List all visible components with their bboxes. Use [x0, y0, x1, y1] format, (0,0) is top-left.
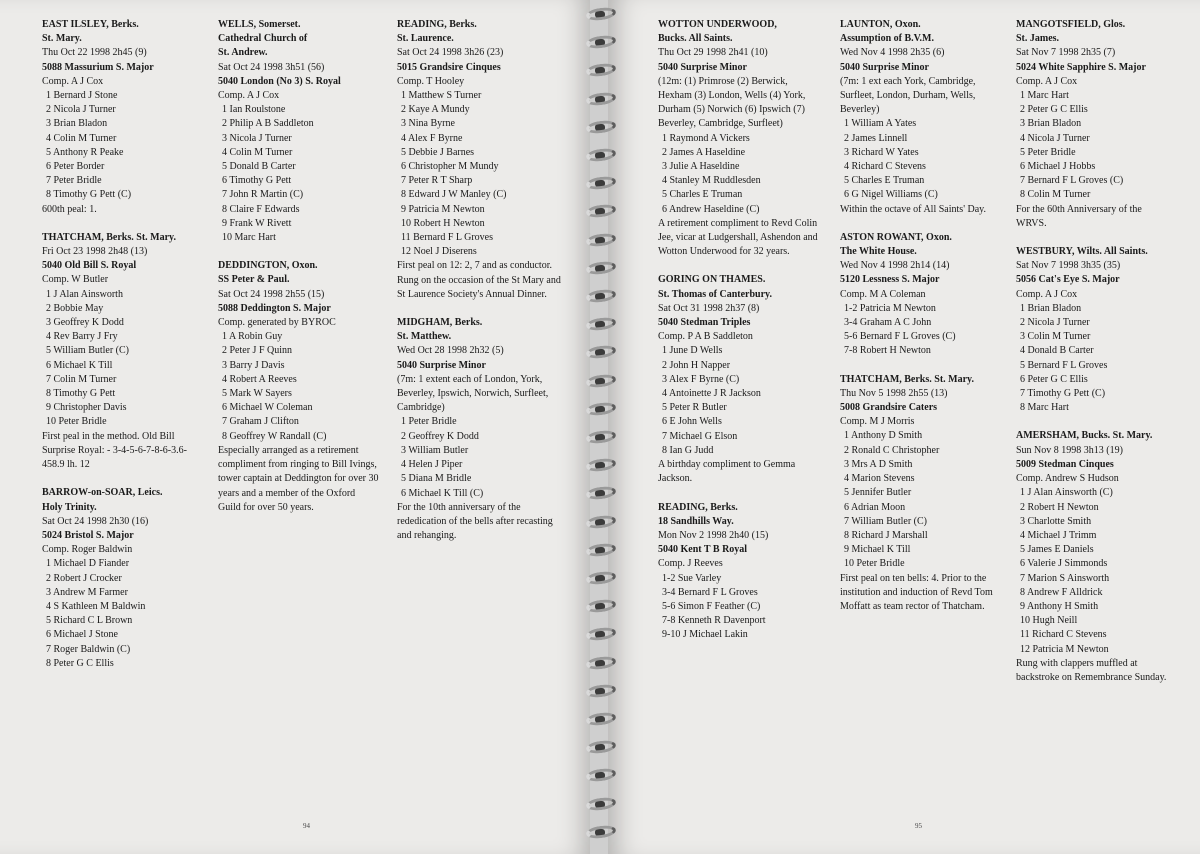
peal-footnote: A retirement compliment to Revd Colin Jee, vicar at Ludgershall, Ashendon and Wotton Underwood for 32 years. — [658, 217, 818, 258]
ringer-name: 4 Antoinette J R Jackson — [662, 388, 761, 400]
composition: Comp. A J Cox — [1016, 75, 1078, 87]
tower-heading: DEDDINGTON, Oxon. — [218, 260, 318, 272]
ringer-name: 8 Colin M Turner — [1020, 189, 1091, 201]
peal-date: Wed Nov 4 1998 2h14 (14) — [840, 260, 950, 272]
peal-footnote: Within the octave of All Saints' Day. — [840, 203, 987, 215]
ringer-name: 5 Peter Bridle — [1020, 146, 1076, 158]
ringer-name: 3 William Butler — [401, 444, 469, 456]
tower-heading: LAUNTON, Oxon. — [840, 19, 921, 30]
peal-method: 5120 Lessness S. Major — [840, 274, 940, 286]
ringer-name: 1 Peter Bridle — [401, 416, 457, 428]
tower-heading: THATCHAM, Berks. St. Mary. — [840, 373, 974, 385]
column-1 — [42, 18, 190, 685]
peal-date: Sat Nov 7 1998 2h35 (7) — [1016, 47, 1116, 59]
ringer-name: 3 Colin M Turner — [1020, 331, 1091, 343]
peal-footnote: Especially arranged as a retirement compliment from ringing to Bill Ivings, tower captain at Deddington for over 30 years and a member of the Oxford Guild for over 50 years. — [218, 444, 379, 513]
ringer-name: 2 Geoffrey K Dodd — [401, 430, 479, 442]
tower-heading: AMERSHAM, Bucks. St. Mary. — [1016, 430, 1153, 442]
peal-method: 5040 Stedman Triples — [658, 317, 751, 329]
ringer-name: 4 Nicola J Turner — [1020, 132, 1090, 144]
peal-date: Thu Oct 29 1998 2h41 (10) — [658, 47, 768, 59]
composition: Comp. M J Morris — [840, 416, 915, 428]
ringer-name: 8 Timothy G Pett (C) — [46, 189, 132, 201]
ringer-name: 1 Michael D Fiander — [46, 558, 130, 570]
ringer-name: 1 Marc Hart — [1020, 90, 1069, 102]
tower-heading: ASTON ROWANT, Oxon. — [840, 231, 952, 243]
composition: Comp. A J Cox — [1016, 288, 1078, 300]
ringer-name: 1 Anthony D Smith — [844, 430, 923, 442]
peal-record — [42, 18, 190, 217]
ringer-name: 5 Donald B Carter — [222, 161, 296, 173]
ringer-name: 2 Robert J Crocker — [46, 572, 122, 584]
peal-footnote: Rung with clappers muffled at backstroke on Remembrance Sunday. — [1016, 657, 1167, 683]
peal-method: 5024 White Sapphire S. Major — [1016, 61, 1146, 73]
ringer-name: 1 Matthew S Turner — [401, 90, 482, 102]
tower-heading: EAST ILSLEY, Berks. — [42, 19, 139, 30]
peal-date: Thu Nov 5 1998 2h55 (13) — [840, 387, 948, 399]
peal-method: 5024 Bristol S. Major — [42, 529, 134, 541]
ringer-name: 3 Alex F Byrne (C) — [662, 373, 740, 385]
ringer-name: 1 Raymond A Vickers — [662, 132, 750, 144]
ringer-name: 5 Peter R Butler — [662, 402, 727, 414]
tower-heading: WELLS, Somerset. — [218, 19, 301, 30]
ringer-name: 4 Rev Barry J Fry — [46, 331, 118, 343]
peal-record — [42, 486, 190, 671]
peal-record — [1016, 18, 1174, 231]
tower-heading: WOTTON UNDERWOOD, — [658, 19, 777, 30]
peal-method: 5015 Grandsire Cinques — [397, 61, 501, 73]
ringer-name: 4 S Kathleen M Baldwin — [46, 600, 146, 612]
ringer-name: 10 Peter Bridle — [844, 558, 905, 570]
peal-record — [658, 18, 818, 259]
ringer-name: 7 Timothy G Pett (C) — [1020, 388, 1106, 400]
ringer-name: 8 Andrew F Alldrick — [1020, 586, 1103, 598]
ringer-name: 2 James Linnell — [844, 132, 908, 144]
peal-date: Mon Nov 2 1998 2h40 (15) — [658, 529, 769, 541]
ringer-name: 6 Peter Border — [46, 161, 105, 173]
ringer-name: 2 Robert H Newton — [1020, 501, 1099, 513]
column-4 — [658, 18, 818, 657]
composition: (7m: 1 extent each of London, York, Beverley, Ipswich, Norwich, Surfleet, Cambridge) — [397, 373, 549, 414]
ringer-name: 8 Claire F Edwards — [222, 203, 300, 215]
composition: Comp. T Hooley — [397, 75, 465, 87]
ringer-name: 5 Richard C L Brown — [46, 615, 133, 627]
tower-heading: MIDGHAM, Berks. — [397, 317, 483, 329]
column-5 — [840, 18, 1006, 628]
peal-method: 5009 Stedman Cinques — [1016, 458, 1114, 470]
ringer-name: 7-8 Robert H Newton — [844, 345, 931, 357]
peal-date: Thu Oct 22 1998 2h45 (9) — [42, 47, 147, 59]
ringer-name: 8 Timothy G Pett — [46, 388, 116, 400]
ringer-name: 10 Robert H Newton — [401, 217, 485, 229]
ringer-name: 4 Donald B Carter — [1020, 345, 1094, 357]
composition: Comp. P A B Saddleton — [658, 331, 753, 343]
ringer-name: 7 Peter R T Sharp — [401, 175, 473, 187]
ringer-name: 8 Peter G C Ellis — [46, 657, 114, 669]
ringer-name: 6 Michael W Coleman — [222, 402, 313, 414]
ringer-name: 6 Michael K Till — [46, 359, 113, 371]
tower-heading: MANGOTSFIELD, Glos. — [1016, 19, 1126, 30]
peal-date: Sat Oct 24 1998 3h51 (56) — [218, 61, 325, 73]
peal-record — [658, 501, 818, 643]
tower-heading: Bucks. All Saints. — [658, 33, 733, 45]
ringer-name: 5 Jennifer Butler — [844, 487, 912, 499]
ringer-name: 3 Brian Bladon — [46, 118, 108, 130]
ringer-name: 3 Richard W Yates — [844, 146, 919, 158]
peal-method: 5040 Surprise Minor — [840, 61, 929, 73]
peal-date: Sat Nov 7 1998 3h35 (35) — [1016, 260, 1121, 272]
ringer-name: 2 Kaye A Mundy — [401, 104, 470, 116]
peal-record — [840, 373, 1006, 614]
ringer-name: 8 Geoffrey W Randall (C) — [222, 430, 327, 442]
ringer-name: 2 Peter G C Ellis — [1020, 104, 1088, 116]
page-number-left: 94 — [303, 822, 310, 830]
peal-record — [840, 18, 1006, 217]
composition: Comp. Roger Baldwin — [42, 544, 133, 556]
left-page — [0, 0, 592, 854]
composition: Comp. generated by BYROC — [218, 317, 336, 329]
ringer-name: 9 Anthony H Smith — [1020, 600, 1099, 612]
ringer-name: 1 A Robin Guy — [222, 331, 283, 343]
peal-date: Sat Oct 24 1998 3h26 (23) — [397, 47, 504, 59]
ringer-name: 1 William A Yates — [844, 118, 917, 130]
ringer-name: 2 John H Napper — [662, 359, 731, 371]
ringer-name: 7 Colin M Turner — [46, 373, 117, 385]
ringer-name: 7 Bernard F L Groves (C) — [1020, 175, 1124, 187]
ringer-name: 1 J Alan Ainsworth (C) — [1020, 487, 1113, 499]
ringer-name: 5-6 Simon F Feather (C) — [662, 600, 761, 612]
composition: (12m: (1) Primrose (2) Berwick, Hexham (3) London, Wells (4) York, Durham (5) Norwich (6) Ipswich (7) Beverley, Cambridge, Surfleet) — [658, 75, 806, 130]
composition: Comp. A J Cox — [218, 90, 280, 102]
ringer-name: 1 Brian Bladon — [1020, 302, 1082, 314]
peal-record — [1016, 429, 1174, 685]
ringer-name: 2 Philip A B Saddleton — [222, 118, 314, 130]
ringer-name: 6 Peter G C Ellis — [1020, 373, 1088, 385]
ringer-name: 3-4 Graham A C John — [844, 317, 932, 329]
peal-record — [397, 18, 562, 302]
peal-record — [1016, 245, 1174, 415]
peal-date: Wed Nov 4 1998 2h35 (6) — [840, 47, 945, 59]
composition: Comp. J Reeves — [658, 558, 723, 570]
ringer-name: 4 Robert A Reeves — [222, 373, 297, 385]
ringer-name: 6 Michael K Till (C) — [401, 487, 484, 499]
ringer-name: 2 Bobbie May — [46, 302, 104, 314]
ringer-name: 4 Michael J Trimm — [1020, 529, 1097, 541]
peal-method: 5040 Old Bill S. Royal — [42, 260, 137, 272]
ringer-name: 7 Marion S Ainsworth — [1020, 572, 1110, 584]
ringer-name: 3 Brian Bladon — [1020, 118, 1082, 130]
ringer-name: 4 Stanley M Ruddlesden — [662, 175, 761, 187]
peal-record — [840, 231, 1006, 359]
ringer-name: 1 Ian Roulstone — [222, 104, 286, 116]
ringer-name: 8 Ian G Judd — [662, 444, 714, 456]
tower-heading: St. Andrew. — [218, 47, 268, 59]
ringer-name: 7 Graham J Clifton — [222, 416, 299, 428]
column-6 — [1016, 18, 1174, 699]
ringer-name: 12 Patricia M Newton — [1020, 643, 1109, 655]
ringer-name: 3 Geoffrey K Dodd — [46, 317, 124, 329]
ringer-name: 1-2 Sue Varley — [662, 572, 722, 584]
ringer-name: 10 Hugh Neill — [1020, 615, 1078, 627]
ringer-name: 2 Ronald C Christopher — [844, 444, 940, 456]
ringer-name: 8 Richard J Marshall — [844, 529, 928, 541]
peal-footnote: For the 10th anniversary of the rededication of the bells after recasting and rehanging. — [397, 501, 553, 542]
peal-method: 5040 Kent T B Royal — [658, 544, 748, 556]
column-2 — [218, 18, 380, 529]
right-page — [608, 0, 1200, 854]
ringer-name: 2 James A Haseldine — [662, 146, 746, 158]
peal-date: Fri Oct 23 1998 2h48 (13) — [42, 246, 148, 258]
ringer-name: 8 Marc Hart — [1020, 402, 1069, 414]
ringer-name: 7 John R Martin (C) — [222, 189, 304, 201]
ringer-name: 7 Michael G Elson — [662, 430, 738, 442]
tower-heading: READING, Berks. — [658, 501, 738, 513]
ringer-name: 5 Charles E Truman — [844, 175, 925, 187]
peal-date: Wed Oct 28 1998 2h32 (5) — [397, 345, 504, 357]
ringer-name: 6 Valerie J Simmonds — [1020, 558, 1108, 570]
tower-heading: Assumption of B.V.M. — [840, 33, 934, 45]
peal-record — [218, 259, 380, 515]
ringer-name: 6 Adrian Moon — [844, 501, 906, 513]
peal-method: 5088 Massurium S. Major — [42, 61, 154, 73]
ringer-name: 1 Bernard J Stone — [46, 90, 118, 102]
ringer-name: 12 Noel J Diserens — [401, 246, 477, 258]
ringer-name: 5 William Butler (C) — [46, 345, 130, 357]
peal-footnote: First peal on ten bells: 4. Prior to the institution and induction of Revd Tom Moffatt as team rector of Thatcham. — [840, 572, 993, 612]
ringer-name: 11 Richard C Stevens — [1020, 629, 1107, 641]
ringer-name: 3-4 Bernard F L Groves — [662, 586, 758, 598]
ringer-name: 4 Richard C Stevens — [844, 161, 926, 173]
ringer-name: 5 Mark W Sayers — [222, 388, 292, 400]
tower-heading: GORING ON THAMES. — [658, 274, 766, 286]
ringer-name: 10 Peter Bridle — [46, 416, 107, 428]
ringer-name: 5 Charles E Truman — [662, 189, 743, 201]
peal-footnote: First peal in the method. Old Bill Surprise Royal: - 3-4-5-6-7-8-6-3.6-458.9 lh. 12 — [42, 430, 187, 471]
ringer-name: 3 Mrs A D Smith — [844, 458, 913, 470]
tower-heading: The White House. — [840, 246, 917, 258]
composition: Comp. M A Coleman — [840, 288, 926, 300]
tower-heading: St. Thomas of Canterbury. — [658, 288, 772, 300]
tower-heading: WESTBURY, Wilts. All Saints. — [1016, 246, 1148, 258]
ringer-name: 3 Nina Byrne — [401, 118, 455, 130]
composition: Comp. Andrew S Hudson — [1016, 473, 1119, 485]
ringer-name: 2 Peter J F Quinn — [222, 345, 292, 357]
composition: Comp. A J Cox — [42, 75, 104, 87]
peal-record — [218, 18, 380, 245]
peal-date: Sat Oct 31 1998 2h37 (8) — [658, 302, 760, 314]
ringer-name: 7-8 Kenneth R Davenport — [662, 615, 766, 627]
ringer-name: 3 Andrew M Farmer — [46, 586, 128, 598]
ringer-name: 5-6 Bernard F L Groves (C) — [844, 331, 956, 343]
ringer-name: 9 Michael K Till — [844, 544, 911, 556]
ringer-name: 3 Nicola J Turner — [222, 132, 292, 144]
ringer-name: 5 Anthony R Peake — [46, 146, 124, 158]
ringer-name: 6 Christopher M Mundy — [401, 161, 499, 173]
peal-method: 5040 Surprise Minor — [658, 61, 747, 73]
tower-heading: READING, Berks. — [397, 19, 477, 30]
ringer-name: 6 E John Wells — [662, 416, 722, 428]
ringer-name: 1 J Alan Ainsworth — [46, 288, 123, 300]
ringer-name: 3 Charlotte Smith — [1020, 515, 1092, 527]
ringer-name: 10 Marc Hart — [222, 232, 276, 244]
peal-method: 5040 Surprise Minor — [397, 359, 486, 371]
tower-heading: BARROW-on-SOAR, Leics. — [42, 487, 163, 499]
column-3 — [397, 18, 562, 557]
peal-footnote: A birthday compliment to Gemma Jackson. — [658, 459, 796, 485]
ringer-name: 4 Marion Stevens — [844, 473, 915, 485]
tower-heading: SS Peter & Paul. — [218, 274, 290, 286]
ringer-name: 6 Timothy G Pett — [222, 175, 292, 187]
ringer-name: 9 Frank W Rivett — [222, 217, 292, 229]
page-number-right: 95 — [915, 822, 922, 830]
ringer-name: 5 Diana M Bridle — [401, 473, 472, 485]
ringer-name: 4 Colin M Turner — [222, 146, 293, 158]
tower-heading: St. Mary. — [42, 33, 82, 45]
ringer-name: 5 Bernard F L Groves — [1020, 359, 1108, 371]
ringer-name: 11 Bernard F L Groves — [401, 232, 494, 244]
peal-method: 5088 Deddington S. Major — [218, 302, 331, 314]
ringer-name: 2 Nicola J Turner — [46, 104, 116, 116]
peal-footnote: For the 60th Anniversary of the WRVS. — [1016, 203, 1142, 229]
peal-method: 5056 Cat's Eye S. Major — [1016, 274, 1120, 286]
ringer-name: 9 Christopher Davis — [46, 402, 127, 414]
peal-method: 5040 London (No 3) S. Royal — [218, 75, 341, 87]
tower-heading: 18 Sandhills Way. — [658, 515, 734, 527]
ringer-name: 8 Edward J W Manley (C) — [401, 189, 507, 201]
tower-heading: Cathedral Church of — [218, 33, 308, 45]
peal-record — [658, 273, 818, 486]
ringer-name: 6 Andrew Haseldine (C) — [662, 203, 760, 215]
peal-date: Sat Oct 24 1998 2h55 (15) — [218, 288, 325, 300]
ringer-name: 6 G Nigel Williams (C) — [844, 189, 938, 201]
peal-date: Sun Nov 8 1998 3h13 (19) — [1016, 444, 1123, 456]
peal-date: Sat Oct 24 1998 2h30 (16) — [42, 515, 149, 527]
tower-heading: St. James. — [1016, 33, 1060, 45]
ringer-name: 1 June D Wells — [662, 345, 723, 357]
tower-heading: St. Matthew. — [397, 331, 452, 343]
composition: Comp. W Butler — [42, 274, 109, 286]
ringer-name: 4 Helen J Piper — [401, 459, 463, 471]
ringer-name: 1-2 Patricia M Newton — [844, 302, 936, 314]
ringer-name: 3 Barry J Davis — [222, 359, 285, 371]
ringer-name: 4 Colin M Turner — [46, 132, 117, 144]
tower-heading: THATCHAM, Berks. St. Mary. — [42, 231, 176, 243]
ringer-name: 5 Debbie J Barnes — [401, 146, 475, 158]
ringer-name: 3 Julie A Haseldine — [662, 161, 740, 173]
ringer-name: 6 Michael J Stone — [46, 629, 118, 641]
tower-heading: St. Laurence. — [397, 33, 454, 45]
ringer-name: 7 Roger Baldwin (C) — [46, 643, 131, 655]
ringer-name: 7 Peter Bridle — [46, 175, 102, 187]
peal-record — [397, 316, 562, 543]
peal-footnote: 600th peal: 1. — [42, 203, 97, 215]
composition: (7m: 1 ext each York, Cambridge, Surfleet, London, Durham, Wells, Beverley) — [840, 75, 976, 116]
ringer-name: 9 Patricia M Newton — [401, 203, 485, 215]
ringer-name: 7 William Butler (C) — [844, 515, 928, 527]
peal-footnote: First peal on 12: 2, 7 and as conductor. Rung on the occasion of the St Mary and St Laurence Society's Annual Dinner. — [397, 260, 561, 300]
ringer-name: 2 Nicola J Turner — [1020, 317, 1090, 329]
peal-method: 5008 Grandsire Caters — [840, 402, 938, 414]
ringer-name: 4 Alex F Byrne — [401, 132, 463, 144]
peal-record — [42, 231, 190, 472]
ringer-name: 6 Michael J Hobbs — [1020, 161, 1096, 173]
ringer-name: 5 James E Daniels — [1020, 544, 1094, 556]
tower-heading: Holy Trinity. — [42, 501, 97, 513]
ringer-name: 9-10 J Michael Lakin — [662, 629, 748, 641]
